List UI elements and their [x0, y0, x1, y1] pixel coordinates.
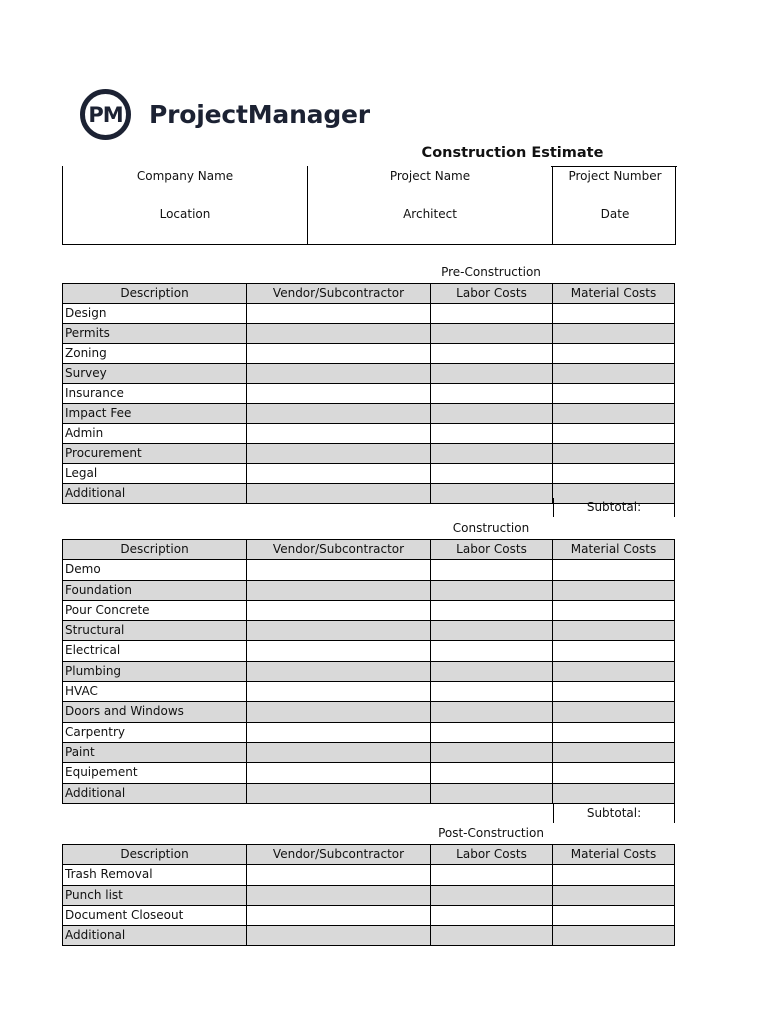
labor-cost-cell[interactable]	[431, 580, 553, 600]
material-cost-cell[interactable]	[553, 885, 675, 905]
row-description: Paint	[63, 742, 247, 762]
material-cost-cell[interactable]	[553, 463, 675, 483]
labor-cost-cell[interactable]	[431, 343, 553, 363]
vendor-cell[interactable]	[247, 865, 431, 885]
header-vendor: Vendor/Subcontractor	[247, 540, 431, 560]
material-cost-cell[interactable]	[553, 905, 675, 925]
post-construction-table	[62, 844, 675, 946]
row-description: Admin	[63, 423, 247, 443]
vendor-cell[interactable]	[247, 343, 431, 363]
labor-cost-cell[interactable]	[431, 323, 553, 343]
labor-cost-cell[interactable]	[431, 560, 553, 580]
table-row	[63, 343, 675, 363]
table-row	[63, 783, 675, 803]
table-row	[63, 905, 675, 925]
vendor-cell[interactable]	[247, 702, 431, 722]
labor-cost-cell[interactable]	[431, 926, 553, 946]
row-description: Foundation	[63, 580, 247, 600]
vendor-cell[interactable]	[247, 621, 431, 641]
vendor-cell[interactable]	[247, 641, 431, 661]
labor-cost-cell[interactable]	[431, 885, 553, 905]
material-cost-cell[interactable]	[553, 722, 675, 742]
vendor-cell[interactable]	[247, 885, 431, 905]
row-description: Permits	[63, 323, 247, 343]
table-row	[63, 682, 675, 702]
material-cost-cell[interactable]	[553, 865, 675, 885]
material-cost-cell[interactable]	[553, 580, 675, 600]
vendor-cell[interactable]	[247, 403, 431, 423]
pm-logo-icon: PM	[80, 89, 131, 140]
project-name-field[interactable]: Project Name	[389, 169, 471, 183]
material-cost-cell[interactable]	[553, 682, 675, 702]
labor-cost-cell[interactable]	[431, 661, 553, 681]
vendor-cell[interactable]	[247, 323, 431, 343]
material-cost-cell[interactable]	[553, 742, 675, 762]
row-description: Equipement	[63, 763, 247, 783]
row-description: Punch list	[63, 885, 247, 905]
table-row	[63, 463, 675, 483]
labor-cost-cell[interactable]	[431, 905, 553, 925]
material-cost-cell[interactable]	[553, 926, 675, 946]
header-vendor: Vendor/Subcontractor	[247, 845, 431, 865]
row-description: Design	[63, 303, 247, 323]
labor-cost-cell[interactable]	[431, 483, 553, 503]
vendor-cell[interactable]	[247, 423, 431, 443]
vendor-cell[interactable]	[247, 303, 431, 323]
labor-cost-cell[interactable]	[431, 443, 553, 463]
table-header-row	[63, 284, 675, 304]
section-title-construction: Construction	[452, 521, 530, 535]
table-row	[63, 865, 675, 885]
row-description: Procurement	[63, 443, 247, 463]
vendor-cell[interactable]	[247, 783, 431, 803]
header-material-costs: Material Costs	[553, 540, 675, 560]
table-row	[63, 303, 675, 323]
material-cost-cell[interactable]	[553, 403, 675, 423]
row-description: HVAC	[63, 682, 247, 702]
header-labor-costs: Labor Costs	[431, 845, 553, 865]
material-cost-cell[interactable]	[553, 363, 675, 383]
vendor-cell[interactable]	[247, 383, 431, 403]
material-cost-cell[interactable]	[553, 423, 675, 443]
labor-cost-cell[interactable]	[431, 403, 553, 423]
row-description: Additional	[63, 926, 247, 946]
document-title: Construction Estimate	[421, 145, 604, 161]
header-description: Description	[63, 845, 247, 865]
construction-table	[62, 539, 675, 804]
table-row	[63, 423, 675, 443]
vendor-cell[interactable]	[247, 600, 431, 620]
vendor-cell[interactable]	[247, 742, 431, 762]
row-description: Electrical	[63, 641, 247, 661]
header-description: Description	[63, 540, 247, 560]
table-row	[63, 661, 675, 681]
row-description: Demo	[63, 560, 247, 580]
company-name-field[interactable]: Company Name	[136, 169, 234, 183]
row-description: Legal	[63, 463, 247, 483]
header-material-costs: Material Costs	[553, 284, 675, 304]
labor-cost-cell[interactable]	[431, 783, 553, 803]
pre-construction-subtotal: Subtotal:	[553, 498, 675, 517]
row-description: Trash Removal	[63, 865, 247, 885]
table-header-row	[63, 845, 675, 865]
material-cost-cell[interactable]	[553, 641, 675, 661]
date-field[interactable]: Date	[600, 207, 630, 221]
vendor-cell[interactable]	[247, 682, 431, 702]
table-header-row	[63, 540, 675, 560]
table-row	[63, 363, 675, 383]
vendor-cell[interactable]	[247, 661, 431, 681]
row-description: Carpentry	[63, 722, 247, 742]
vendor-cell[interactable]	[247, 483, 431, 503]
vendor-cell[interactable]	[247, 763, 431, 783]
header-material-costs: Material Costs	[553, 845, 675, 865]
project-number-field[interactable]: Project Number	[568, 169, 662, 183]
vendor-cell[interactable]	[247, 722, 431, 742]
labor-cost-cell[interactable]	[431, 722, 553, 742]
labor-cost-cell[interactable]	[431, 363, 553, 383]
section-title-post-construction: Post-Construction	[438, 826, 544, 840]
material-cost-cell[interactable]	[553, 702, 675, 722]
row-description: Plumbing	[63, 661, 247, 681]
vendor-cell[interactable]	[247, 443, 431, 463]
logo	[63, 72, 388, 165]
material-cost-cell[interactable]	[553, 303, 675, 323]
vendor-cell[interactable]	[247, 905, 431, 925]
vendor-cell[interactable]	[247, 363, 431, 383]
material-cost-cell[interactable]	[553, 600, 675, 620]
row-description: Doors and Windows	[63, 702, 247, 722]
labor-cost-cell[interactable]	[431, 383, 553, 403]
table-row	[63, 403, 675, 423]
row-description: Pour Concrete	[63, 600, 247, 620]
table-row	[63, 742, 675, 762]
construction-subtotal: Subtotal:	[553, 804, 675, 823]
material-cost-cell[interactable]	[553, 783, 675, 803]
labor-cost-cell[interactable]	[431, 600, 553, 620]
project-info-box	[62, 166, 676, 245]
table-row	[63, 383, 675, 403]
row-description: Insurance	[63, 383, 247, 403]
table-row	[63, 702, 675, 722]
labor-cost-cell[interactable]	[431, 682, 553, 702]
labor-cost-cell[interactable]	[431, 423, 553, 443]
row-description: Structural	[63, 621, 247, 641]
location-field[interactable]: Location	[159, 207, 211, 221]
header-vendor: Vendor/Subcontractor	[247, 284, 431, 304]
row-description: Additional	[63, 783, 247, 803]
header-description: Description	[63, 284, 247, 304]
architect-field[interactable]: Architect	[403, 207, 457, 221]
row-description: Impact Fee	[63, 403, 247, 423]
pre-construction-table	[62, 283, 675, 504]
section-title-pre-construction: Pre-Construction	[441, 265, 541, 279]
labor-cost-cell[interactable]	[431, 303, 553, 323]
table-row	[63, 323, 675, 343]
labor-cost-cell[interactable]	[431, 702, 553, 722]
header-labor-costs: Labor Costs	[431, 284, 553, 304]
row-description: Additional	[63, 483, 247, 503]
row-description: Survey	[63, 363, 247, 383]
material-cost-cell[interactable]	[553, 443, 675, 463]
material-cost-cell[interactable]	[553, 343, 675, 363]
table-row	[63, 926, 675, 946]
material-cost-cell[interactable]	[553, 661, 675, 681]
labor-cost-cell[interactable]	[431, 621, 553, 641]
table-row	[63, 763, 675, 783]
row-description: Document Closeout	[63, 905, 247, 925]
labor-cost-cell[interactable]	[431, 463, 553, 483]
material-cost-cell[interactable]	[553, 560, 675, 580]
table-row	[63, 621, 675, 641]
material-cost-cell[interactable]	[553, 323, 675, 343]
logo-text: ProjectManager	[149, 100, 370, 129]
material-cost-cell[interactable]	[553, 621, 675, 641]
table-row	[63, 885, 675, 905]
labor-cost-cell[interactable]	[431, 742, 553, 762]
header-labor-costs: Labor Costs	[431, 540, 553, 560]
labor-cost-cell[interactable]	[431, 641, 553, 661]
table-row	[63, 722, 675, 742]
labor-cost-cell[interactable]	[431, 865, 553, 885]
row-description: Zoning	[63, 343, 247, 363]
material-cost-cell[interactable]	[553, 383, 675, 403]
table-row	[63, 443, 675, 463]
vendor-cell[interactable]	[247, 926, 431, 946]
table-row	[63, 580, 675, 600]
vendor-cell[interactable]	[247, 560, 431, 580]
table-row	[63, 600, 675, 620]
labor-cost-cell[interactable]	[431, 763, 553, 783]
table-row	[63, 641, 675, 661]
table-row	[63, 560, 675, 580]
vendor-cell[interactable]	[247, 463, 431, 483]
material-cost-cell[interactable]	[553, 763, 675, 783]
vendor-cell[interactable]	[247, 580, 431, 600]
